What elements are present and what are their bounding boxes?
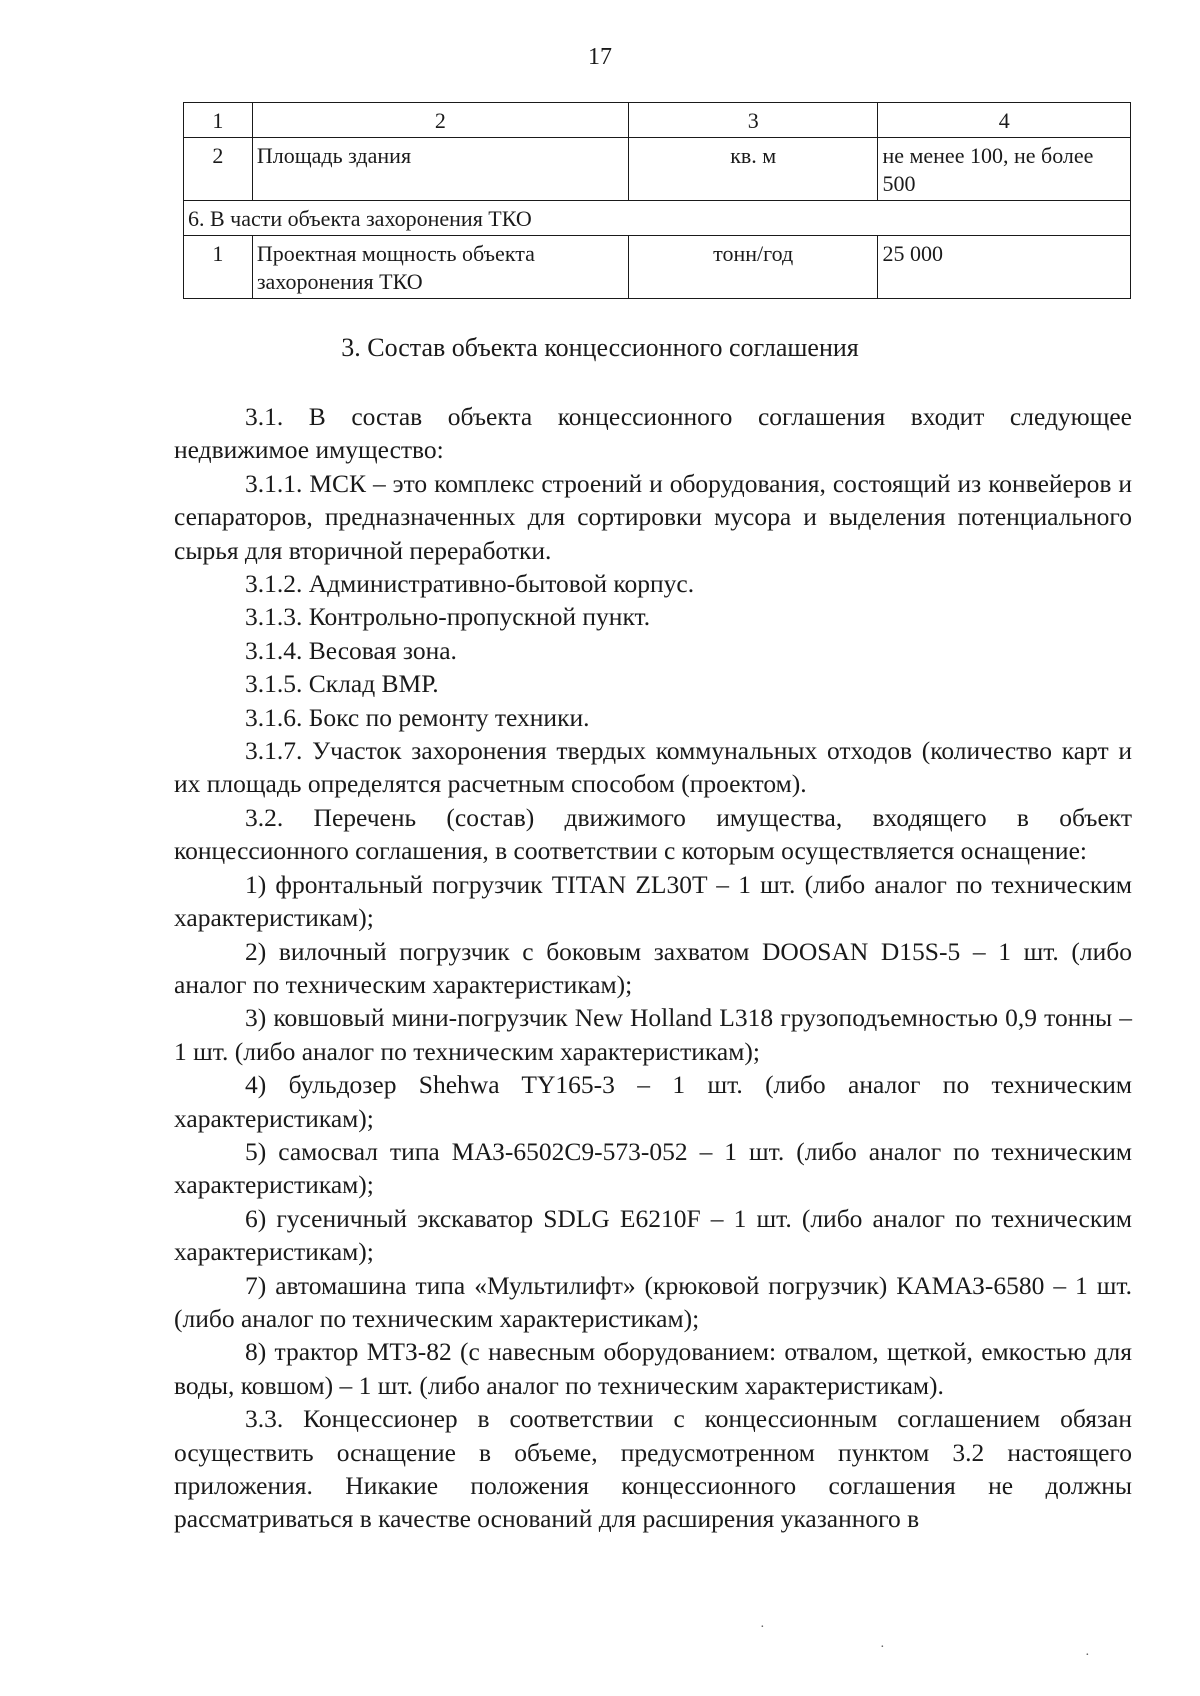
paragraph: 3.3. Концессионер в соответствии с концессионным соглашением обязан осуществить оснащение в объеме, предусмотренном пунктом 3.2 настоящего приложения. Никакие положения концессионного соглашения не должны рассматриваться в качестве оснований для расширения указанного в <box>174 1404 1132 1534</box>
paragraph: 3.1.7. Участок захоронения твердых коммунальных отходов (количество карт и их площадь определятся расчетным способом (проектом). <box>174 736 1132 799</box>
table-row <box>184 138 1131 201</box>
table-row <box>184 236 1131 299</box>
header-cell: 1 <box>184 103 253 138</box>
table-section-row <box>184 201 1131 236</box>
spec-table <box>183 102 1131 299</box>
row-name: Проектная мощность объекта захоронения ТКО <box>252 236 628 299</box>
row-unit: тонн/год <box>628 236 878 299</box>
list-item: 4) бульдозер Shehwa TY165-3 – 1 шт. (либо аналог по техническим характеристикам); <box>174 1070 1132 1133</box>
paragraph: 3.1.6. Бокс по ремонту техники. <box>245 702 590 732</box>
list-item: 3) ковшовый мини-погрузчик New Holland L318 грузоподъемностью 0,9 тонны – 1 шт. (либо аналог по техническим характеристикам); <box>174 1003 1132 1066</box>
list-item: 5) самосвал типа МАЗ-6502С9-573-052 – 1 шт. (либо аналог по техническим характеристикам); <box>174 1136 1132 1200</box>
scan-speck: · <box>760 1620 765 1635</box>
paragraph: 3.1.4. Весовая зона. <box>245 635 457 665</box>
page-number: 17 <box>588 44 612 70</box>
paragraph: 3.1.2. Административно-бытовой корпус. <box>245 569 695 599</box>
paragraph: 3.1.5. Склад ВМР. <box>245 669 439 699</box>
table-header-row <box>184 103 1131 138</box>
list-item: 8) трактор МТЗ-82 (с навесным оборудованием: отвалом, щеткой, емкостью для воды, ковшом) – 1 шт. (либо аналог по техническим характеристикам). <box>174 1337 1132 1400</box>
section-body <box>174 400 1132 1536</box>
header-cell: 3 <box>628 103 878 138</box>
paragraph: 3.1. В состав объекта концессионного соглашения входит следующее недвижимое имущество: <box>174 402 1132 465</box>
list-item: 2) вилочный погрузчик с боковым захватом DOOSAN D15S-5 – 1 шт. (либо аналог по техническим характеристикам); <box>174 936 1132 999</box>
section-label: 6. В части объекта захоронения ТКО <box>184 201 1131 236</box>
header-cell: 2 <box>252 103 628 138</box>
paragraph: 3.2. Перечень (состав) движимого имущества, входящего в объект концессионного соглашения, в соответствии с которым осуществляется оснащение: <box>174 802 1132 866</box>
list-item: 7) автомашина типа «Мультилифт» (крюковой погрузчик) КАМАЗ-6580 – 1 шт. (либо аналог по техническим характеристикам); <box>174 1270 1132 1333</box>
list-item: 6) гусеничный экскаватор SDLG E6210F – 1 шт. (либо аналог по техническим характеристикам); <box>174 1203 1132 1267</box>
scan-speck: · <box>880 1640 885 1655</box>
row-number: 2 <box>184 138 253 201</box>
row-name: Площадь здания <box>252 138 628 201</box>
paragraph: 3.1.3. Контрольно-пропускной пункт. <box>245 602 651 632</box>
list-item: 1) фронтальный погрузчик TITAN ZL30T – 1 шт. (либо аналог по техническим характеристикам); <box>174 869 1132 933</box>
scan-speck: · <box>1085 1648 1090 1663</box>
row-value: не менее 100, не более 500 <box>878 138 1131 201</box>
header-cell: 4 <box>878 103 1131 138</box>
row-value: 25 000 <box>878 236 1131 299</box>
section-heading: 3. Состав объекта концессионного соглашения <box>341 333 859 362</box>
row-unit: кв. м <box>628 138 878 201</box>
paragraph: 3.1.1. МСК – это комплекс строений и оборудования, состоящий из конвейеров и сепараторов, предназначенных для сортировки мусора и выделения потенциального сырья для вторичной переработки. <box>174 468 1132 565</box>
row-number: 1 <box>184 236 253 299</box>
